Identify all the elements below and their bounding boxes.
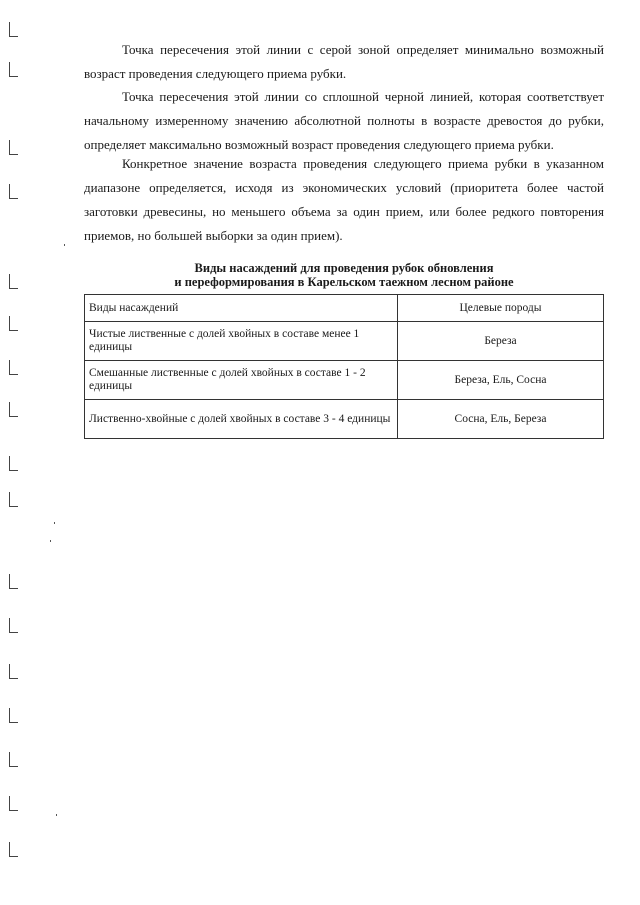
binding-mark — [9, 360, 18, 375]
column-header-target-species: Целевые породы — [398, 295, 604, 322]
cell-plantation-type: Лиственно-хвойные с долей хвойных в составе 3 - 4 единицы — [85, 400, 398, 439]
column-header-plantation-type: Виды насаждений — [85, 295, 398, 322]
binding-mark — [9, 708, 18, 723]
cell-target-species: Сосна, Ель, Береза — [398, 400, 604, 439]
scan-speck — [64, 244, 65, 246]
table-title-line-2: и переформирования в Карельском таежном лесном районе — [174, 275, 514, 289]
binding-mark — [9, 456, 18, 471]
paragraph-1: Точка пересечения этой линии с серой зоной определяет минимально возможный возраст проведения следующего приема рубки. — [84, 42, 604, 81]
table-row — [85, 400, 604, 439]
binding-mark — [9, 842, 18, 857]
binding-mark — [9, 664, 18, 679]
cell-plantation-type: Чистые лиственные с долей хвойных в составе менее 1 единицы — [85, 322, 398, 361]
cell-target-species: Береза, Ель, Сосна — [398, 361, 604, 400]
binding-mark — [9, 274, 18, 289]
table-header-row — [85, 295, 604, 322]
table-row — [85, 361, 604, 400]
paragraph-3: Конкретное значение возраста проведения следующего приема рубки в указанном диапазоне определяется, исходя из экономических условий (приоритета более частой заготовки древесины, но меньшего объема за один прием, или более редкого повторения приемов, но большей выборки за один прием). — [84, 156, 604, 243]
binding-mark — [9, 316, 18, 331]
binding-mark — [9, 796, 18, 811]
binding-mark — [9, 184, 18, 199]
binding-mark — [9, 22, 18, 37]
scan-speck — [54, 522, 55, 524]
cell-plantation-type: Смешанные лиственные с долей хвойных в составе 1 - 2 единицы — [85, 361, 398, 400]
binding-mark — [9, 618, 18, 633]
paragraph-2: Точка пересечения этой линии со сплошной черной линией, которая соответствует начальному измеренному значению абсолютной полноты в возрасте древостоя до рубки, определяет максимально возможный возраст проведения следующего приема рубки. — [84, 89, 604, 152]
binding-mark — [9, 402, 18, 417]
scan-speck — [56, 814, 57, 816]
binding-mark — [9, 574, 18, 589]
binding-mark — [9, 62, 18, 77]
scan-speck — [50, 540, 51, 542]
binding-mark — [9, 752, 18, 767]
plantation-types-table — [84, 294, 604, 439]
binding-mark — [9, 492, 18, 507]
table-title — [84, 261, 604, 289]
table-row — [85, 322, 604, 361]
cell-target-species: Береза — [398, 322, 604, 361]
binding-mark — [9, 140, 18, 155]
table-title-line-1: Виды насаждений для проведения рубок обновления — [194, 261, 494, 275]
